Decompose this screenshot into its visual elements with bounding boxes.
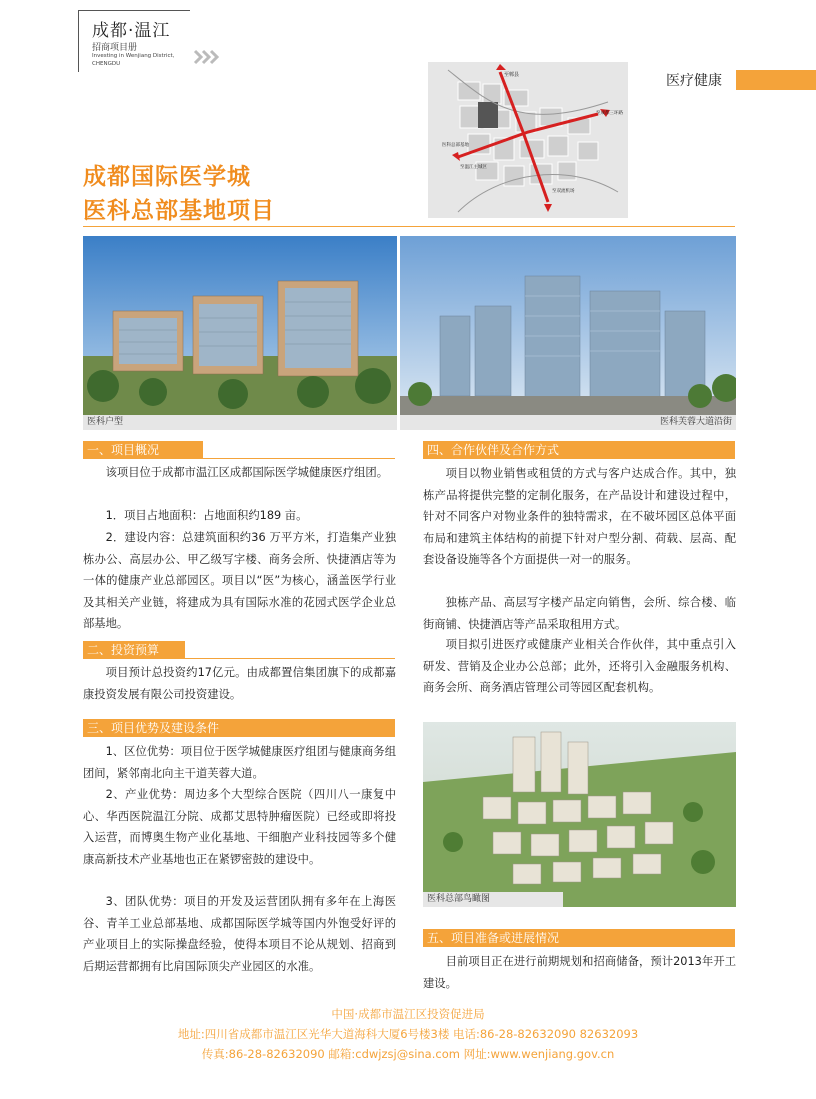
location-map (428, 62, 628, 218)
advantage-team: 3、团队优势：项目的开发及运营团队拥有多年在上海医谷、青羊工业总部基地、成都国际医学城等国内外饱受好评的产业项目上的实际操盘经验，使得本项目不论从规划、招商到后期运营都拥有比肩国际顶尖产业园区的水准。 (83, 895, 396, 973)
overview-paragraph-1: 该项目位于成都市温江区成都国际医学城健康医疗组团。 (105, 466, 389, 479)
logo-subtitle: 招商项目册 (92, 43, 138, 53)
logo-english-line1: Investing in Wenjiang District, (92, 53, 175, 59)
title-divider (83, 226, 735, 227)
page-title-line1: 成都国际医学城 (83, 164, 251, 190)
section-heading-progress: 五、项目准备或进展情况 (423, 929, 735, 947)
rendering-unit-type-image (83, 236, 397, 416)
section-line (83, 458, 395, 459)
chevron-right-icon (193, 48, 221, 66)
photo-caption-street: 医科芙蓉大道沿街 (400, 415, 736, 430)
overview-paragraph-2: 1．项目占地面积：占地面积约189 亩。 (105, 509, 308, 522)
section-heading-budget: 二、投资预算 (83, 641, 185, 659)
photo-caption-unit-type: 医科户型 (83, 415, 397, 430)
footer-contact: 传真:86-28-82632090 邮箱:cdwjzsj@sina.com 网址:www.wenjiang.gov.cn (201, 1047, 615, 1061)
page-title-line2: 医科总部基地项目 (83, 198, 275, 224)
partners-paragraph-2: 独栋产品、高层写字楼产品定向销售，会所、综合楼、临街商铺、快捷酒店等产品采取租用方式。 (423, 596, 736, 631)
map-label-airport: 至双流机场 (552, 189, 575, 194)
map-label-ring-road: 至成都三环路 (596, 111, 623, 116)
footer-address: 地址:四川省成都市温江区光华大道海科大厦6号楼3楼 电话:86-28-82632090 82632093 (177, 1027, 639, 1041)
logo-title: 成都·温江 (92, 21, 171, 41)
partners-paragraph-1: 项目以物业销售或租赁的方式与客户达成合作。其中，独栋产品将提供完整的定制化服务，在产品设计和建设过程中，针对不同客户对物业条件的独特需求，在不破坏园区总体平面布局和建筑主体结构的前提下针对户型分割、荷载、层高、配套设备设施等各个方面提供一对一的服务。 (423, 467, 736, 566)
photo-caption-aerial: 医科总部鸟瞰图 (423, 892, 563, 907)
progress-paragraph: 目前项目正在进行前期规划和招商储备，预计2013年开工建设。 (423, 955, 736, 990)
category-bar (736, 70, 816, 90)
section-line (83, 658, 395, 659)
advantage-industry: 2、产业优势：周边多个大型综合医院（四川八一康复中心、华西医院温江分院、成都艾思特肿瘤医院）已经或即将投入运营，而博奥生物产业化基地、干细胞产业科技园等多个健康高新技术产业基地也正在紧锣密鼓的建设中。 (83, 788, 396, 866)
section-heading-partners: 四、合作伙伴及合作方式 (423, 441, 735, 459)
partners-paragraph-3: 项目拟引进医疗或健康产业相关合作伙伴，其中重点引入研发、营销及企业办公总部；此外，还将引入金融服务机构、商务会所、商务酒店管理公司等园区配套机构。 (423, 638, 736, 694)
map-label-base: 医科总部基地 (442, 143, 469, 148)
logo-english-line2: CHENGDU (92, 61, 121, 67)
map-label-wenjiang: 至温江主城区 (460, 165, 487, 170)
category-label: 医疗健康 (666, 73, 722, 89)
section-heading-advantages: 三、项目优势及建设条件 (83, 719, 395, 737)
map-label-pixian: 至郫县 (504, 72, 520, 78)
overview-paragraph-3: 2．建设内容：总建筑面积约36 万平方米，打造集产业独栋办公、高层办公、甲乙级写字楼、商务会所、快捷酒店等为一体的健康产业总部园区。项目以“医”为核心，涵盖医学行业及其相关产业链，将建成为具有国际水准的花园式医学企业总部基地。 (83, 531, 396, 630)
budget-paragraph: 项目预计总投资约17亿元。由成都置信集团旗下的成都嘉康投资发展有限公司投资建设。 (83, 666, 396, 701)
footer-organization: 中国·成都市温江区投资促进局 (331, 1007, 485, 1021)
advantage-location: 1、区位优势：项目位于医学城健康医疗组团与健康商务组团间，紧邻南北向主干道芙蓉大道。 (83, 745, 396, 780)
section-heading-overview: 一、项目概况 (83, 441, 203, 459)
furong-avenue-street-image (400, 236, 736, 416)
aerial-view-image (423, 722, 736, 907)
